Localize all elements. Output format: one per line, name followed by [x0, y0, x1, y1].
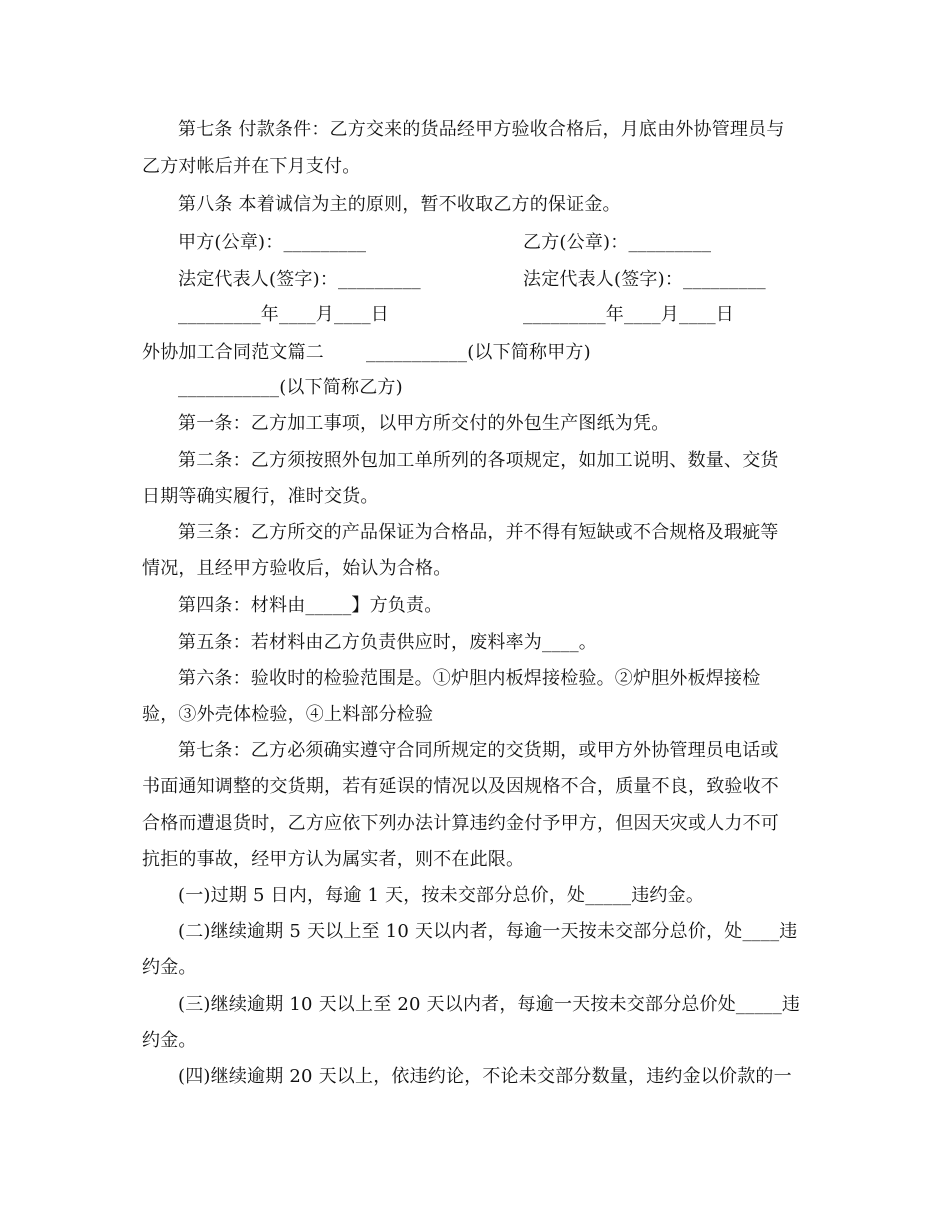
party-b-blank: ___________(以下简称乙方) [178, 377, 403, 398]
article-7-payment-line-2: 乙方对帐后并在下月支付。 [142, 156, 361, 177]
clause-4: 第四条：材料由_____】方负责。 [178, 595, 443, 616]
clause-6-line-2: 验，③外壳体检验，④上料部分检验 [142, 704, 434, 725]
clause-3-line-2: 情况，且经甲方验收后，始认为合格。 [142, 558, 452, 579]
party-b-representative: 法定代表人(签字)：_________ [523, 269, 766, 290]
penalty-2-line-1: (二)继续逾期 5 天以上至 10 天以内者，每逾一天按未交部分总价，处____违 [178, 921, 798, 942]
penalty-4-line-1: (四)继续逾期 20 天以上，依违约论，不论未交部分数量，违约金以价款的一 [178, 1066, 792, 1087]
party-a-seal: 甲方(公章)：_________ [178, 232, 367, 253]
penalty-2-line-2: 约金。 [142, 957, 197, 978]
penalty-3-line-2: 约金。 [142, 1030, 197, 1051]
party-a-representative: 法定代表人(签字)：_________ [178, 269, 421, 290]
clause-7-line-3: 合格而遭退货时，乙方应依下列办法计算违约金付予甲方，但因天灾或人力不可 [142, 813, 779, 834]
clause-6-line-1: 第六条：验收时的检验范围是。①炉胆内板焊接检验。②炉胆外板焊接检 [178, 668, 761, 689]
clause-7-line-2: 书面通知调整的交货期，若有延误的情况以及因规格不合，质量不良，致验收不 [142, 776, 779, 797]
clause-2-line-2: 日期等确实履行，准时交货。 [142, 486, 379, 507]
party-a-blank: ___________(以下简称甲方) [366, 342, 591, 363]
penalty-1: (一)过期 5 日内，每逾 1 天，按未交部分总价，处_____违约金。 [178, 885, 705, 906]
party-a-date: _________年____月____日 [178, 304, 389, 325]
party-b-date: _________年____月____日 [523, 304, 734, 325]
clause-1: 第一条：乙方加工事项，以甲方所交付的外包生产图纸为凭。 [178, 413, 670, 434]
article-7-payment-line-1: 第七条 付款条件：乙方交来的货品经甲方验收合格后，月底由外协管理员与 [178, 119, 785, 140]
party-b-seal: 乙方(公章)：_________ [523, 232, 712, 253]
clause-7-line-4: 抗拒的事故，经甲方认为属实者，则不在此限。 [142, 849, 525, 870]
section-title: 外协加工合同范文篇二 [142, 342, 324, 363]
clause-5: 第五条：若材料由乙方负责供应时，废料率为____。 [178, 632, 597, 653]
article-8-line: 第八条 本着诚信为主的原则，暂不收取乙方的保证金。 [178, 194, 621, 215]
clause-3-line-1: 第三条：乙方所交的产品保证为合格品，并不得有短缺或不合规格及瑕疵等 [178, 522, 779, 543]
clause-7-line-1: 第七条：乙方必须确实遵守合同所规定的交货期，或甲方外协管理员电话或 [178, 740, 779, 761]
penalty-3-line-1: (三)继续逾期 10 天以上至 20 天以内者，每逾一天按未交部分总价处_____违 [178, 994, 801, 1015]
clause-2-line-1: 第二条：乙方须按照外包加工单所列的各项规定，如加工说明、数量、交货 [178, 450, 779, 471]
